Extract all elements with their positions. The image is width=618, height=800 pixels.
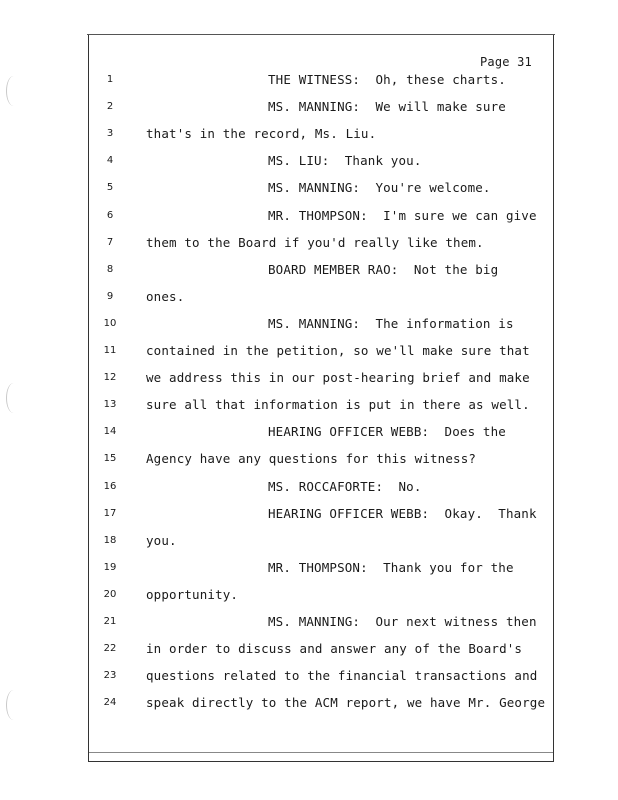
footer-rule	[89, 752, 553, 753]
transcript-line	[0, 641, 618, 661]
transcript-line	[0, 695, 618, 715]
transcript-line	[0, 370, 618, 390]
line-text: contained in the petition, so we'll make sure that	[146, 343, 530, 358]
line-text: MS. MANNING: We will make sure	[268, 99, 506, 115]
line-number: 1	[106, 74, 114, 85]
line-text: HEARING OFFICER WEBB: Does the	[268, 424, 506, 440]
line-number: 4	[106, 155, 114, 167]
transcript-line	[0, 99, 618, 119]
line-text: Agency have any questions for this witness?	[146, 451, 477, 467]
line-number: 2	[106, 101, 114, 113]
line-text: MR. THOMPSON: I'm sure we can give	[268, 207, 537, 223]
line-number: 6	[106, 209, 114, 221]
line-text: MS. ROCCAFORTE: No.	[268, 478, 422, 494]
line-text: you.	[146, 532, 177, 548]
line-number: 16	[103, 480, 117, 492]
line-text: sure all that information is put in there as well.	[146, 397, 530, 413]
line-number: 11	[103, 345, 117, 356]
line-text: them to the Board if you'd really like them.	[146, 234, 484, 250]
line-number: 24	[103, 697, 117, 709]
line-text: speak directly to the ACM report, we have Mr. George	[146, 695, 546, 711]
transcript-line	[0, 262, 618, 282]
line-number: 8	[106, 263, 114, 275]
transcript-line	[0, 343, 618, 363]
line-text: BOARD MEMBER RAO: Not the big	[268, 261, 499, 277]
line-text: questions related to the financial transactions and	[146, 668, 538, 684]
line-number: 7	[106, 236, 114, 248]
line-text: MS. MANNING: Our next witness then	[268, 614, 537, 629]
line-number: 14	[103, 426, 117, 438]
transcript-line	[0, 397, 618, 417]
line-number: 15	[103, 453, 117, 465]
transcript-line	[0, 72, 618, 92]
line-number: 3	[106, 128, 114, 140]
line-text: ones.	[146, 288, 185, 304]
line-text: MS. LIU: Thank you.	[268, 153, 422, 169]
line-number: 9	[106, 290, 114, 302]
line-number: 10	[103, 317, 117, 329]
transcript-line	[0, 668, 618, 688]
line-number: 13	[103, 399, 117, 411]
line-text: MR. THOMPSON: Thank you for the	[268, 559, 514, 575]
page-number: Page 31	[480, 55, 532, 69]
line-number: 20	[103, 588, 117, 600]
line-text: THE WITNESS: Oh, these charts.	[268, 72, 506, 87]
transcript-line	[0, 180, 618, 200]
line-text: MS. MANNING: The information is	[268, 315, 514, 331]
transcript-line	[0, 424, 618, 444]
transcript-line	[0, 208, 618, 228]
transcript-line	[0, 451, 618, 471]
transcript-line	[0, 560, 618, 580]
transcript-line	[0, 587, 618, 607]
transcript-line	[0, 506, 618, 526]
transcript-line	[0, 235, 618, 255]
line-text: HEARING OFFICER WEBB: Okay. Thank	[268, 505, 537, 521]
transcript-line	[0, 614, 618, 634]
line-number: 5	[106, 182, 114, 194]
transcript-line	[0, 316, 618, 336]
transcript-line	[0, 479, 618, 499]
line-text: we address this in our post-hearing brief and make	[146, 370, 530, 386]
transcript-line	[0, 533, 618, 553]
line-text: opportunity.	[146, 586, 239, 602]
line-text: that's in the record, Ms. Liu.	[146, 126, 377, 142]
line-number: 23	[103, 670, 117, 682]
line-text: in order to discuss and answer any of the Board's	[146, 641, 523, 657]
line-number: 12	[103, 372, 117, 384]
transcript-line	[0, 126, 618, 146]
line-number: 21	[103, 616, 117, 627]
line-number: 19	[103, 561, 117, 573]
line-number: 22	[103, 643, 117, 655]
line-number: 17	[103, 507, 117, 519]
transcript-line	[0, 153, 618, 173]
line-number: 18	[103, 534, 117, 546]
transcript-line	[0, 289, 618, 309]
line-text: MS. MANNING: You're welcome.	[268, 180, 491, 196]
